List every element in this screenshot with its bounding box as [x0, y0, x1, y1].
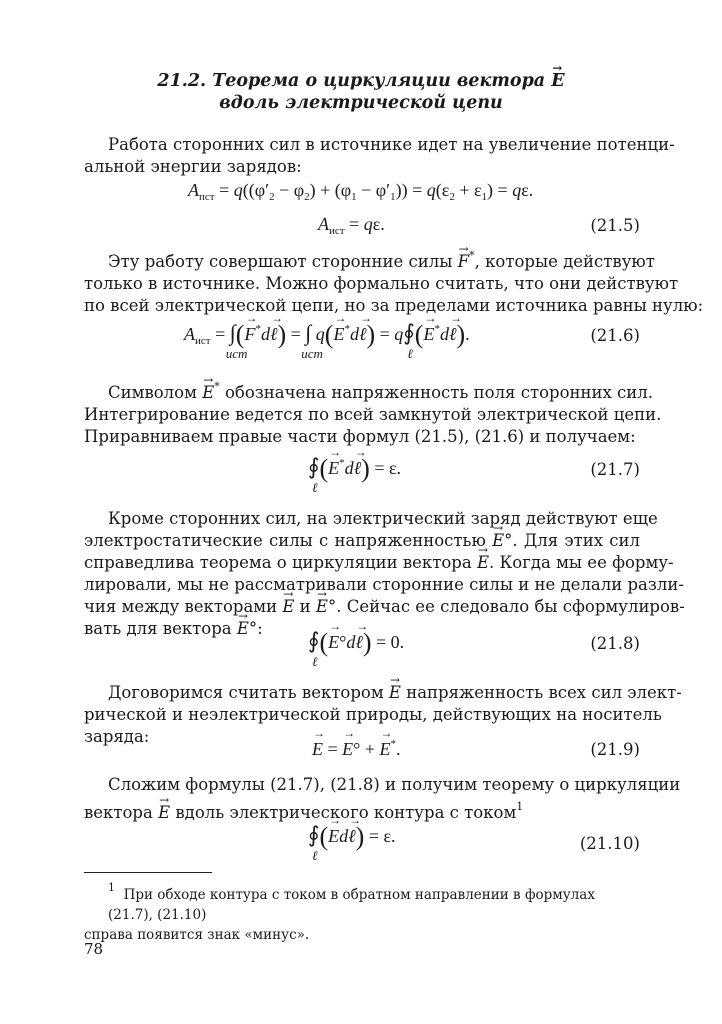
footnote-line1: [84, 878, 640, 925]
section-heading-line1: 21.2. Теорема о циркуляции вектора → E: [80, 70, 642, 92]
p4-line1: Кроме сторонних сил, на электрический заряд действуют еще: [108, 509, 658, 528]
section-heading: [80, 70, 642, 114]
p3-line3: Приравниваем правые части формул (21.5), (21.6) и получаем:: [84, 427, 636, 446]
equation-work-potential: $A_{пст} = q((\varphi'_2 - \varphi_2) + (\varphi_1 - \varphi'_1)) = q(\varepsilon_2 + \varepsilon_1) = q\varepsilon$.: [188, 180, 534, 203]
footnote: [84, 878, 640, 945]
p3-line1: Символом → E* обозначена напряженность поля сторонних сил.: [84, 376, 640, 404]
footnote-line2: справа появится знак «минус».: [84, 927, 310, 943]
p4-line2: электростатические силы с напряженностью → E°. Для этих сил: [84, 530, 640, 552]
footnote-marker: 1: [108, 881, 115, 894]
p4-line5: чия между векторами → E и → E°. Сейчас ее следовало бы сформулиров-: [84, 596, 640, 618]
paragraph-3: [84, 376, 662, 448]
p4-line4: лировали, мы не рассматривали сторонние силы и не делали разли-: [84, 575, 684, 594]
equation-number-21-5: (21.5): [590, 216, 640, 235]
p2-line2: только в источнике. Можно формально считать, что они действуют: [84, 274, 679, 293]
paragraph-1: [84, 134, 675, 178]
p3-line2: Интегрирование ведется по всей замкнутой электрической цепи.: [84, 405, 662, 424]
equation-21-10: ∮ ℓ (→ Ed→ ℓ) = ε.: [308, 822, 396, 852]
equation-number-21-9: (21.9): [590, 740, 640, 759]
p4-line6: вать для вектора → E°:: [84, 618, 640, 640]
section-heading-line2: вдоль электрической цепи: [219, 93, 503, 113]
p5-line2: рической и неэлектрической природы, действующих на носитель: [84, 705, 662, 724]
equation-number-21-6: (21.6): [590, 326, 640, 345]
equation-number-21-8: (21.8): [590, 634, 640, 653]
p4-line3: справедлива теорема о циркуляции вектора → E. Когда мы ее форму-: [84, 552, 640, 574]
equation-21-7: ∮ ℓ (→ E*d→ ℓ) = ε.: [308, 454, 401, 484]
equation-21-6: $A_{ист}$ = ∫ ист (→ F*d→ ℓ) = ∫ ист q(→ E*d→ ℓ) = q∮ ℓ (→ E*d→ ℓ).: [184, 320, 470, 350]
page-number: 78: [84, 940, 104, 958]
paragraph-6: [84, 774, 681, 824]
p5-line1: Договоримся считать вектором → E напряженность всех сил элект-: [84, 682, 640, 704]
equation-number-21-10: (21.10): [579, 834, 640, 853]
footnote-ref: 1: [516, 800, 524, 813]
footnote-text1: При обходе контура с током в обратном направлении в формулах (21.7), (21.10): [108, 887, 595, 923]
p2-line3: по всей электрической цепи, но за пределами источника равны нулю:: [84, 296, 704, 315]
equation-number-21-7: (21.7): [590, 460, 640, 479]
equation-21-9: → E = → E° + → E*.: [312, 738, 401, 760]
equation-21-5: $A_{ист} = q\varepsilon$.: [318, 214, 385, 237]
p1-line2: альной энергии зарядов:: [84, 157, 302, 176]
footnote-divider: [84, 872, 212, 873]
p6-line1: Сложим формулы (21.7), (21.8) и получим теорему о циркуляции: [108, 775, 681, 794]
p2-line1: Эту работу совершают сторонние силы → F*, которые действуют: [84, 245, 640, 273]
p1-line1: Работа сторонних сил в источнике идет на увеличение потенци-: [108, 135, 675, 154]
p6-line2: вектора → E вдоль электрического контура с током$^1$: [84, 796, 640, 824]
p5-line3: заряда:: [84, 727, 150, 746]
equation-21-8: ∮ ℓ (→ E°d→ ℓ) = 0.: [308, 628, 404, 658]
paragraph-2: [84, 245, 704, 317]
